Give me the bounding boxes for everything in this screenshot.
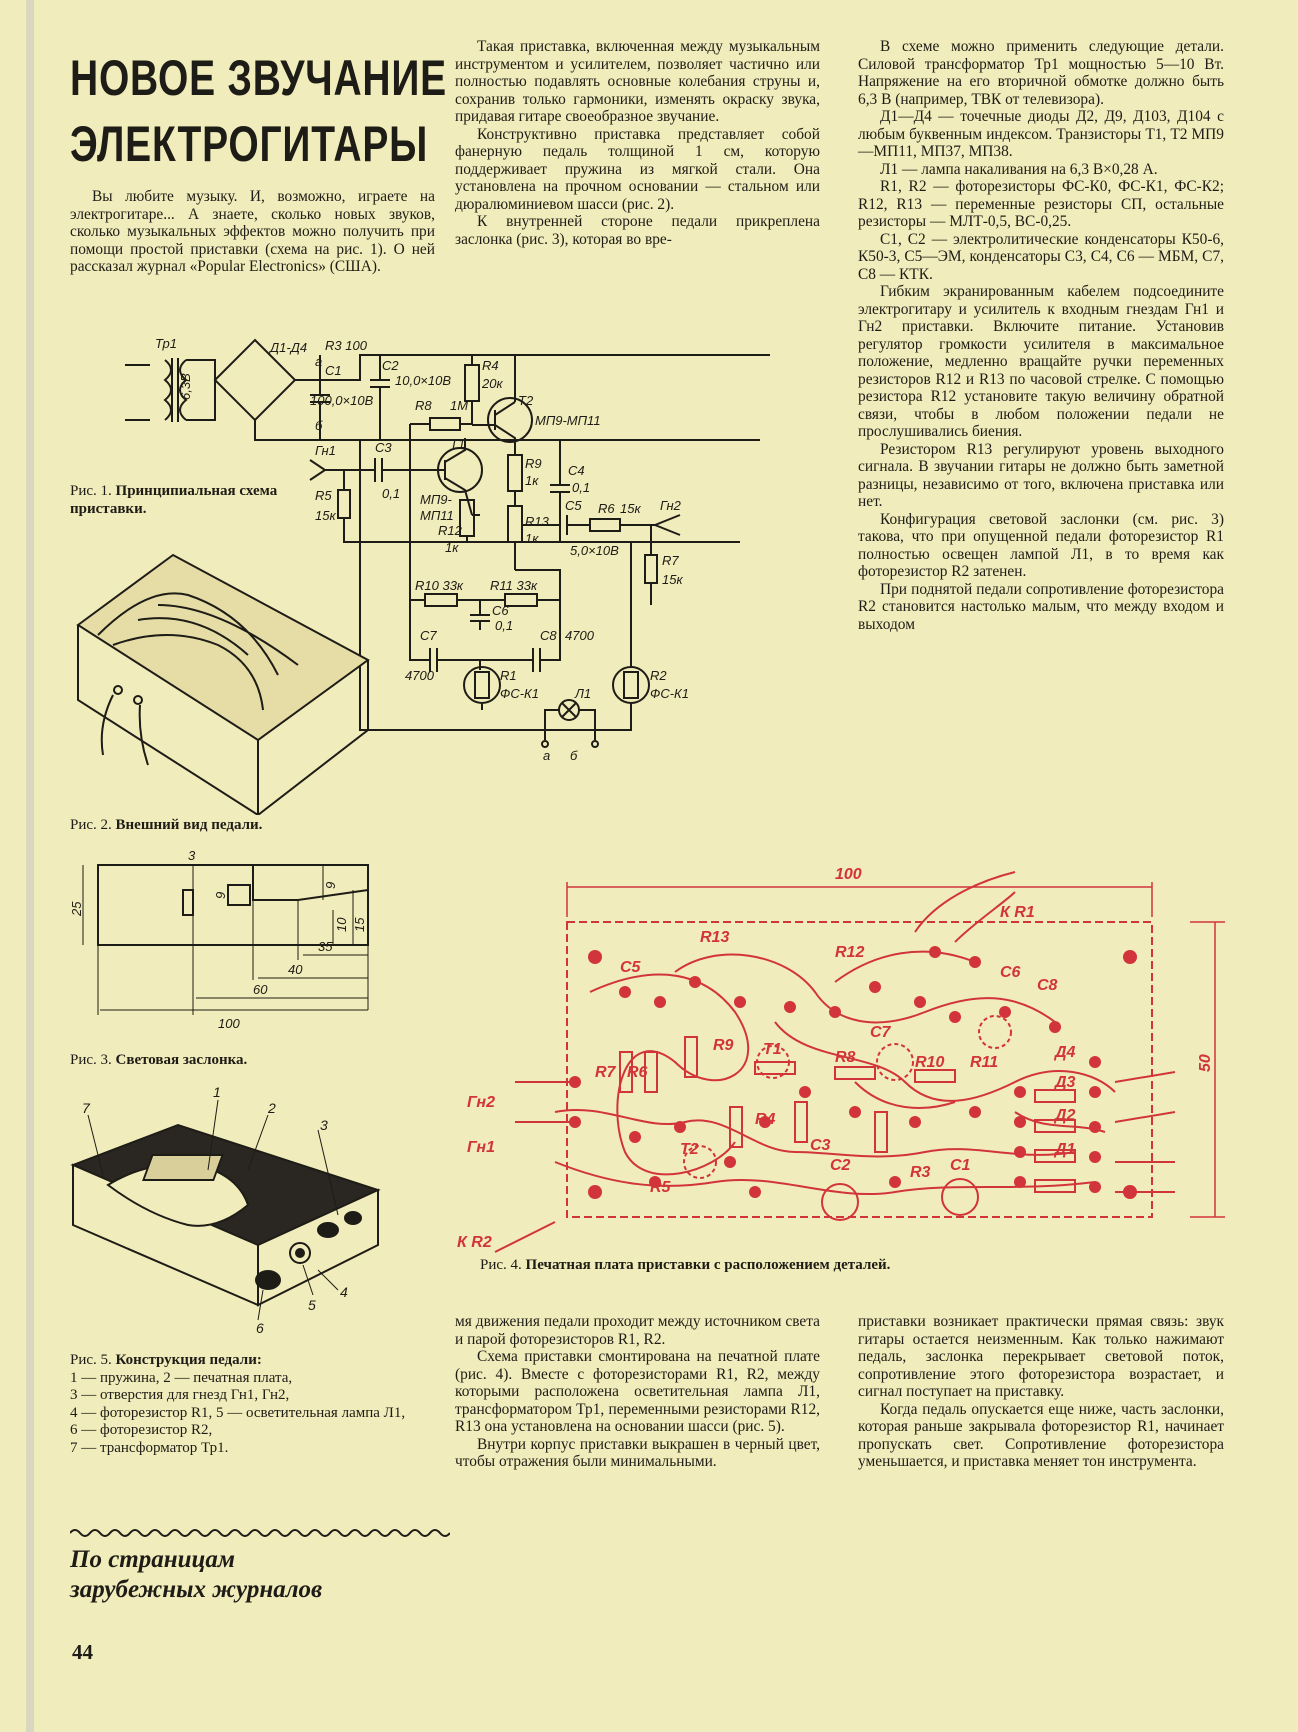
svg-text:С3: С3 — [375, 440, 392, 455]
svg-text:R5: R5 — [650, 1179, 671, 1196]
svg-text:1: 1 — [213, 1085, 221, 1100]
svg-text:20к: 20к — [482, 376, 503, 391]
column-3-top — [858, 38, 1224, 633]
fig2-caption: Рис. 2. Внешний вид педали. — [70, 817, 263, 833]
svg-text:Гн2: Гн2 — [660, 498, 681, 513]
svg-text:R2: R2 — [650, 668, 667, 683]
svg-text:15к: 15к — [315, 508, 336, 523]
svg-text:35: 35 — [318, 939, 333, 954]
fig5-caption: Рис. 5. Конструкция педали: 1 — пружина, 2 — печатная плата, 3 — отверстия для гнезд Гн1, Гн2, 4 — фоторезистор R1, 5 — осветительная лампа Л1, 6 — фоторезистор R2, 7 — трансформатор Тр1. — [70, 1352, 406, 1456]
fig1-caption: Рис. 1. Принципиальная схема приставки. — [70, 483, 278, 517]
svg-text:R12: R12 — [438, 523, 462, 538]
svg-text:100: 100 — [218, 1016, 240, 1031]
svg-text:4700: 4700 — [565, 628, 594, 643]
svg-text:МП11: МП11 — [420, 508, 454, 523]
svg-text:15к: 15к — [620, 501, 641, 516]
svg-text:Т1: Т1 — [763, 1041, 782, 1058]
svg-text:R8: R8 — [415, 398, 432, 413]
svg-text:МП9-: МП9- — [420, 492, 452, 507]
svg-text:ФС-К1: ФС-К1 — [500, 686, 539, 701]
svg-text:R9: R9 — [525, 456, 542, 471]
svg-text:б: б — [570, 748, 578, 763]
svg-text:МП9-МП11: МП9-МП11 — [535, 413, 601, 428]
paragraph: При поднятой педали сопротивление фоторезистора R2 становится настолько малым, что между входом и выходом — [858, 580, 1224, 633]
svg-text:0,1: 0,1 — [382, 486, 401, 501]
column-2-top — [455, 38, 820, 248]
article-title: НОВОЕ ЗВУЧАНИЕ ЭЛЕКТРОГИТАРЫ — [70, 50, 447, 172]
fig3-shutter-drawing — [68, 850, 388, 1035]
svg-text:R13: R13 — [700, 929, 730, 946]
svg-text:Гн2: Гн2 — [467, 1094, 495, 1111]
svg-text:6,3В: 6,3В — [178, 373, 193, 400]
svg-text:С8: С8 — [540, 628, 557, 643]
svg-text:5,0×10В: 5,0×10В — [570, 543, 619, 558]
svg-text:Д2: Д2 — [1055, 1107, 1076, 1124]
svg-text:К R2: К R2 — [457, 1234, 492, 1251]
svg-text:R10: R10 — [915, 1054, 945, 1071]
svg-text:1к: 1к — [445, 540, 459, 555]
intro-paragraph: Вы любите музыку. И, возможно, играете на электрогитаре... А знаете, сколько новых звуков, сколько музыкальных эффектов можно получить при помощи простой приставки (схема на рис. 1). О ней рассказал журнал «Popular Electronics» (США). — [70, 188, 435, 275]
svg-text:С6: С6 — [492, 603, 509, 618]
svg-text:9: 9 — [213, 891, 228, 899]
svg-text:С7: С7 — [420, 628, 437, 643]
fig4-caption: Рис. 4. Печатная плата приставки с расположением деталей. — [480, 1257, 891, 1273]
svg-text:R11: R11 — [970, 1054, 999, 1071]
svg-text:С6: С6 — [1000, 964, 1021, 981]
svg-text:R12: R12 — [835, 944, 865, 961]
svg-text:Т2: Т2 — [680, 1141, 699, 1158]
svg-text:60: 60 — [253, 982, 268, 997]
svg-text:R4: R4 — [755, 1111, 776, 1128]
svg-text:5: 5 — [308, 1297, 316, 1313]
svg-text:а: а — [543, 748, 551, 763]
svg-text:R7: R7 — [662, 553, 679, 568]
paragraph: К внутренней стороне педали прикреплена заслонка (рис. 3), которая во вре- — [455, 213, 820, 248]
svg-text:С8: С8 — [1037, 977, 1058, 994]
svg-text:R13: R13 — [525, 514, 549, 529]
svg-text:Гн1: Гн1 — [315, 443, 336, 458]
svg-text:С2: С2 — [382, 358, 399, 373]
paragraph: В схеме можно применить следующие детали. Силовой трансформатор Тр1 мощностью 5—10 Вт. Напряжение на его вторичной обмотке должно быть 6,3 В (например, ТВК от телевизора). — [858, 38, 1224, 108]
svg-text:1к: 1к — [525, 531, 539, 546]
svg-text:2: 2 — [268, 1100, 276, 1116]
paragraph: Такая приставка, включенная между музыкальным инструментом и усилителем, позволяет частично или полностью подавлять основные колебания струны и, сохранив только гармоники, изменять окраску звука, придавая гитаре своеобразное звучание. — [455, 38, 820, 125]
svg-text:С1: С1 — [325, 363, 342, 378]
paragraph: Резистором R13 регулируют уровень выходного сигнала. В звучании гитары не должно быть заметной разницы, независимо от того, включена приставка или нет. — [858, 440, 1224, 510]
fig4-pcb-drawing — [455, 862, 1235, 1272]
svg-text:С1: С1 — [950, 1157, 971, 1174]
svg-text:С2: С2 — [830, 1157, 851, 1174]
paragraph: Л1 — лампа накаливания на 6,3 В×0,28 А. — [880, 160, 1158, 178]
column-3-bottom — [858, 1313, 1224, 1471]
svg-text:Д3: Д3 — [1055, 1074, 1076, 1091]
svg-text:R9: R9 — [713, 1037, 734, 1054]
svg-text:100: 100 — [835, 866, 862, 883]
svg-text:Гн1: Гн1 — [467, 1139, 495, 1156]
fig5-pedal-construction — [68, 1085, 398, 1335]
svg-text:1М: 1М — [450, 398, 469, 413]
svg-text:R6: R6 — [598, 501, 615, 516]
svg-text:R3: R3 — [910, 1164, 931, 1181]
svg-text:R3 100: R3 100 — [325, 338, 367, 353]
section-rubric: По страницам зарубежных журналов — [70, 1546, 323, 1603]
svg-text:3: 3 — [188, 850, 196, 863]
svg-text:R7: R7 — [595, 1064, 616, 1081]
wavy-divider — [70, 1525, 450, 1541]
svg-text:R10 33к: R10 33к — [415, 578, 464, 593]
fig3-caption: Рис. 3. Световая заслонка. — [70, 1052, 248, 1068]
svg-text:3: 3 — [320, 1117, 328, 1133]
svg-text:0,1: 0,1 — [495, 618, 514, 633]
svg-text:100,0×10В: 100,0×10В — [310, 393, 374, 408]
svg-text:40: 40 — [288, 962, 303, 977]
svg-text:К R1: К R1 — [1000, 904, 1035, 921]
fig2-pedal-drawing — [68, 525, 388, 815]
paragraph: Когда педаль опускается еще ниже, часть заслонки, которая раньше закрывала фоторезистор R1, начинает пропускать свет. Сопротивление фоторезистора уменьшается, и приставка меняет тон инструмента. — [858, 1400, 1224, 1470]
svg-text:0,1: 0,1 — [572, 480, 591, 495]
paragraph: мя движения педали проходит между источником света и парой фоторезисторов R1, R2. — [455, 1313, 820, 1348]
paragraph: R1, R2 — фоторезисторы ФС-К0, ФС-К1, ФС-К2; R12, R13 — переменные резисторы СП, остальные резисторы — МЛТ-0,5, ВС-0,25. — [858, 178, 1224, 230]
page-edge — [26, 0, 34, 1732]
svg-text:50: 50 — [1197, 1054, 1214, 1072]
svg-text:Т1: Т1 — [450, 436, 466, 451]
paragraph: Схема приставки смонтирована на печатной плате (рис. 4). Вместе с фоторезисторами R1, R2, между которыми расположена осветительная лампа Л1, трансформатором Тр1, переменными резисторами R12, R13 она установлена на основании шасси (рис. 5). — [455, 1348, 820, 1435]
paragraph: С1, С2 — электролитические конденсаторы К50-6, К50-3, С5—ЭМ, конденсаторы С3, С4, С6 — МБМ, С7, С8 — КТК. — [858, 230, 1224, 283]
svg-text:Д1: Д1 — [1055, 1141, 1076, 1158]
svg-text:7: 7 — [82, 1100, 90, 1116]
svg-text:15к: 15к — [662, 572, 683, 587]
svg-text:Д4: Д4 — [1055, 1044, 1076, 1061]
svg-text:R8: R8 — [835, 1049, 856, 1066]
svg-text:9: 9 — [323, 881, 338, 889]
svg-text:R4: R4 — [482, 358, 499, 373]
paragraph: Конфигурация световой заслонки (см. рис. 3) такова, что при опущенной педали фоторезистор R1 полностью освещен лампой Л1, в то время как фоторезистор R2 затенен. — [858, 510, 1224, 580]
svg-text:Л1: Л1 — [575, 686, 592, 701]
svg-text:R11 33к: R11 33к — [490, 578, 538, 593]
svg-text:б: б — [315, 418, 323, 433]
svg-text:15: 15 — [352, 917, 367, 932]
svg-text:10: 10 — [334, 917, 349, 932]
column-2-bottom — [455, 1313, 820, 1471]
svg-text:1к: 1к — [525, 473, 539, 488]
svg-text:R6: R6 — [627, 1064, 648, 1081]
svg-text:С7: С7 — [870, 1024, 891, 1041]
svg-text:R1: R1 — [500, 668, 517, 683]
svg-text:R5: R5 — [315, 488, 332, 503]
svg-text:6: 6 — [256, 1320, 264, 1335]
page-number: 44 — [72, 1640, 93, 1664]
svg-text:С5: С5 — [620, 959, 641, 976]
svg-text:4700: 4700 — [405, 668, 434, 683]
svg-text:10,0×10В: 10,0×10В — [395, 373, 452, 388]
paragraph: Внутри корпус приставки выкрашен в черный цвет, чтобы отражения были минимальными. — [455, 1435, 820, 1470]
svg-text:ФС-К1: ФС-К1 — [650, 686, 689, 701]
svg-text:25: 25 — [69, 901, 84, 916]
svg-text:С4: С4 — [568, 463, 585, 478]
paragraph: Д1—Д4 — точечные диоды Д2, Д9, Д103, Д104 с любым буквенным индексом. Транзисторы Т1, Т2 МП9—МП11, МП37, МП38. — [858, 108, 1224, 160]
paragraph: Гибким экранированным кабелем подсоедините электрогитару и усилитель к входным гнездам Гн1 и Гн2 приставки. Включите питание. Установив регулятор громкости усилителя в максимальное положение, медленно вращайте ручки переменных резисторов R12 и R13 по часовой стрелке. С помощью резистора R12 установите такую величину обратной связи, чтобы в любом положении педали не прослушивались биения. — [858, 283, 1224, 440]
svg-text:С3: С3 — [810, 1137, 831, 1154]
svg-text:С5: С5 — [565, 498, 582, 513]
svg-text:Тр1: Тр1 — [155, 336, 177, 351]
svg-text:Т2: Т2 — [518, 393, 534, 408]
paragraph: приставки возникает практически прямая связь: звук гитары остается неизменным. Как только нажимают педаль, заслонка перекрывает световой поток, сопротивление этого фоторезистора возрастает, и сигнал поступает на приставку. — [858, 1313, 1224, 1400]
paragraph: Конструктивно приставка представляет собой фанерную педаль толщиной 1 см, которую поддерживает пружина из мягкой стали. Она установлена на прочном основании — стальном или дюралюминиевом шасси (рис. 2). — [455, 125, 820, 213]
svg-text:а: а — [315, 354, 323, 369]
svg-text:4: 4 — [340, 1284, 348, 1300]
svg-text:Д1-Д4: Д1-Д4 — [270, 340, 308, 355]
